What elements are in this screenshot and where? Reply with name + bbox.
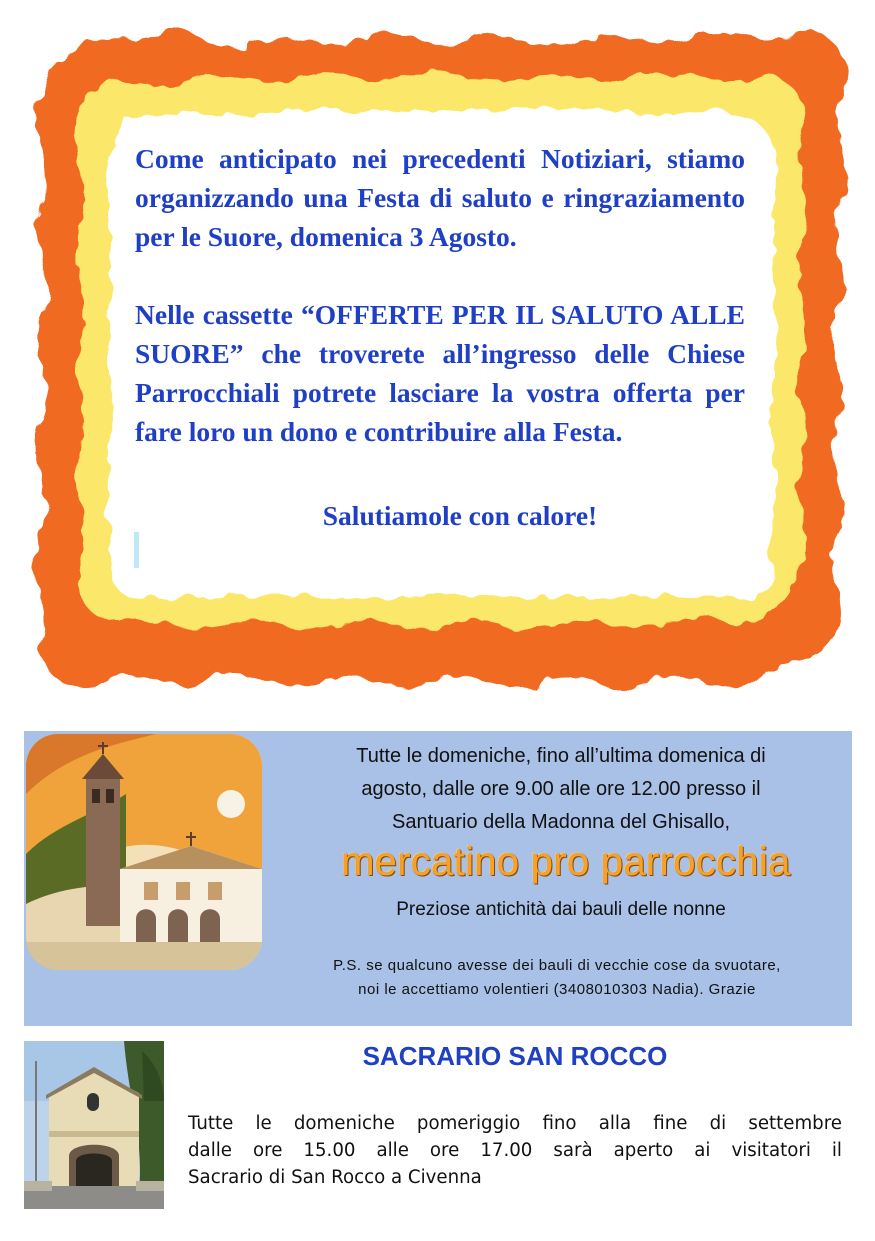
sacrario-title: SACRARIO SAN ROCCO	[362, 1041, 668, 1071]
santuario-illustration	[26, 734, 262, 970]
market-line-3: Santuario della Madonna del Ghisallo,	[392, 811, 730, 833]
flame-frame	[22, 22, 860, 702]
sacrario-body	[188, 1110, 842, 1191]
mercatino-panel	[24, 731, 852, 1026]
text-cursor-mark	[134, 532, 139, 568]
san-rocco-photo	[24, 1041, 164, 1209]
ps-line-2: noi le accettiamo volentieri (3408010303 Nadia). Grazie	[358, 981, 756, 998]
market-line-2: agosto, dalle ore 9.00 alle ore 12.00 presso il	[361, 778, 761, 800]
mercatino-subtitle: Preziose antichità dai bauli delle nonne	[396, 899, 726, 920]
offerte-paragraph: Nelle cassette “OFFERTE PER IL SALUTO ALLE SUORE” che troverete all’ingresso delle Chiese Parrocchiali potrete lasciare la vostra offerta per fare loro un dono e contribuire alla Festa.	[135, 299, 745, 447]
market-line-1: Tutte le domeniche, fino all’ultima domenica di	[356, 745, 766, 767]
mercatino-headline: mercatino pro parrocchia	[341, 840, 791, 884]
closing-line: Salutiamole con calore!	[322, 500, 598, 531]
ps-line-1: P.S. se qualcuno avesse dei bauli di vecchie cose da svuotare,	[333, 957, 781, 974]
festa-paragraph: Come anticipato nei precedenti Notiziari, stiamo organizzando una Festa di saluto e ringraziamento per le Suore, domenica 3 Agosto.	[135, 143, 745, 252]
sacrario-line-2: dalle ore 15.00 alle ore 17.00 sarà aperto ai visitatori il	[188, 1140, 842, 1161]
sacrario-line-1: Tutte le domeniche pomeriggio fino alla fine di settembre	[188, 1113, 842, 1134]
sacrario-line-3: Sacrario di San Rocco a Civenna	[188, 1167, 482, 1188]
frame-text-block	[135, 139, 745, 535]
